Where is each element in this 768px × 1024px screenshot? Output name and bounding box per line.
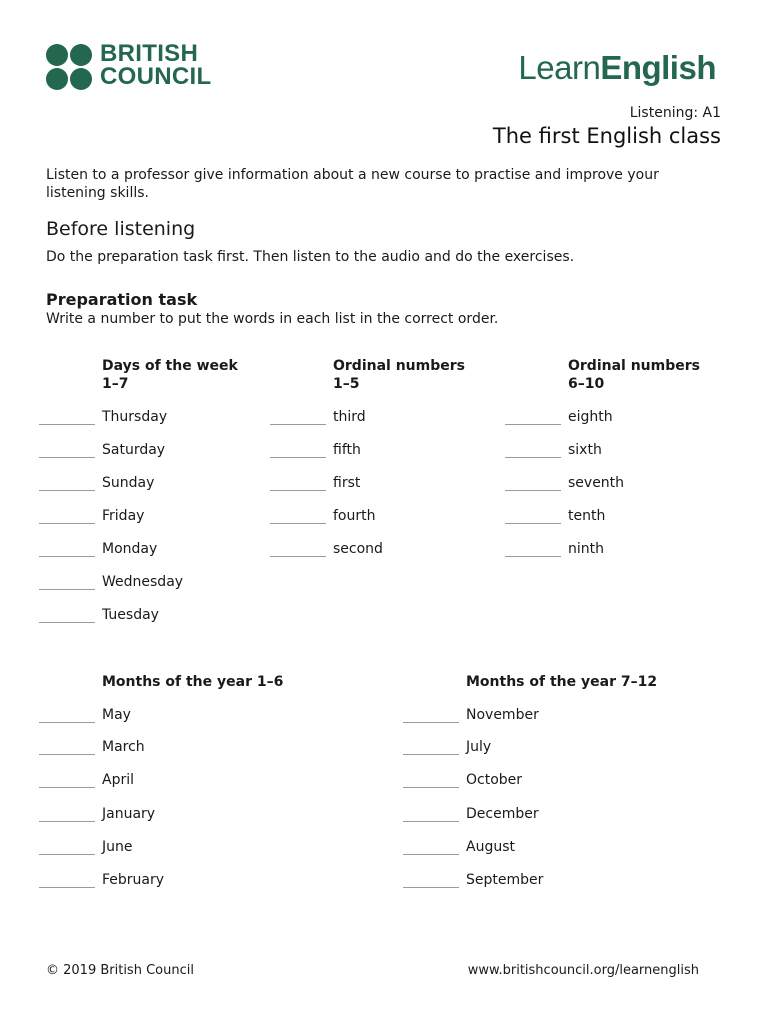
list-item-word: November [466,707,539,723]
answer-blank[interactable] [270,490,326,491]
answer-blank[interactable] [39,787,95,788]
answer-blank[interactable] [403,754,459,755]
answer-blank[interactable] [39,556,95,557]
logo-line-1: BRITISH [100,40,199,67]
answer-blank[interactable] [403,854,459,855]
answer-blank[interactable] [505,424,561,425]
list-item-word: Tuesday [102,607,159,623]
months-7-12-heading: Months of the year 7–12 [466,674,658,690]
ordinals-6-10-heading [568,357,700,393]
list-item-word: May [102,707,131,723]
list-item-word: June [102,839,133,855]
days-heading-line-1: Days of the week [102,358,238,374]
answer-blank[interactable] [505,523,561,524]
list-item-word: March [102,739,145,755]
ordinals-1-5-heading-line-2: 1–5 [333,376,360,392]
learnenglish-brand [518,49,716,87]
list-item-word: April [102,772,134,788]
preparation-task-heading: Preparation task [46,290,198,309]
list-item-word: Wednesday [102,574,184,590]
list-item-word: January [102,806,156,822]
answer-blank[interactable] [505,457,561,458]
answer-blank[interactable] [39,754,95,755]
answer-blank[interactable] [270,424,326,425]
intro-text: Listen to a professor give information about a new course to practise and improve your listening skills. [46,167,659,201]
answer-blank[interactable] [505,490,561,491]
days-list-heading [102,357,238,393]
list-item-word: August [466,839,515,855]
level-label: Listening: A1 [629,105,721,121]
answer-blank[interactable] [403,821,459,822]
ordinals-6-10-heading-line-1: Ordinal numbers [568,358,700,374]
preparation-task-text: Write a number to put the words in each list in the correct order. [46,311,499,327]
list-item-word: fifth [333,442,361,458]
answer-blank[interactable] [270,556,326,557]
answer-blank[interactable] [39,457,95,458]
list-item-word: sixth [568,442,602,458]
page-title: The first English class [492,124,721,148]
answer-blank[interactable] [39,523,95,524]
days-heading-line-2: 1–7 [102,376,129,392]
list-item-word: July [466,739,492,755]
answer-blank[interactable] [39,490,95,491]
answer-blank[interactable] [39,622,95,623]
list-item-word: seventh [568,475,625,491]
list-item-word: Sunday [102,475,155,491]
list-item-word: second [333,541,383,557]
list-item-word: eighth [568,409,613,425]
list-item-word: tenth [568,508,606,524]
brand-part-learn: Learn [518,49,601,86]
list-item-word: Friday [102,508,145,524]
list-item-word: Thursday [102,409,168,425]
answer-blank[interactable] [403,722,459,723]
list-item-word: first [333,475,361,491]
answer-blank[interactable] [403,887,459,888]
footer-copyright: © 2019 British Council [46,963,194,978]
list-item-word: Monday [102,541,158,557]
logo-wordmark [100,42,211,88]
months-1-6-heading: Months of the year 1–6 [102,674,284,690]
answer-blank[interactable] [270,523,326,524]
before-listening-text: Do the preparation task first. Then listen to the audio and do the exercises. [46,249,575,265]
answer-blank[interactable] [39,887,95,888]
answer-blank[interactable] [403,787,459,788]
list-item-word: February [102,872,165,888]
british-council-logo [46,40,216,90]
list-item-word: fourth [333,508,376,524]
footer-url-link[interactable]: www.britishcouncil.org/learnenglish [467,963,699,978]
list-item-word: December [466,806,539,822]
answer-blank[interactable] [270,457,326,458]
brand-part-english: English [600,49,716,86]
list-item-word: September [466,872,544,888]
ordinals-1-5-heading [333,357,465,393]
list-item-word: October [466,772,523,788]
ordinals-6-10-heading-line-2: 6–10 [568,376,605,392]
ordinals-1-5-heading-line-1: Ordinal numbers [333,358,465,374]
answer-blank[interactable] [39,854,95,855]
answer-blank[interactable] [505,556,561,557]
answer-blank[interactable] [39,589,95,590]
logo-dots-icon [46,44,94,90]
list-item-word: Saturday [102,442,166,458]
before-listening-heading: Before listening [46,218,196,240]
answer-blank[interactable] [39,722,95,723]
logo-line-2: COUNCIL [100,63,212,90]
answer-blank[interactable] [39,424,95,425]
answer-blank[interactable] [39,821,95,822]
list-item-word: third [333,409,366,425]
list-item-word: ninth [568,541,604,557]
